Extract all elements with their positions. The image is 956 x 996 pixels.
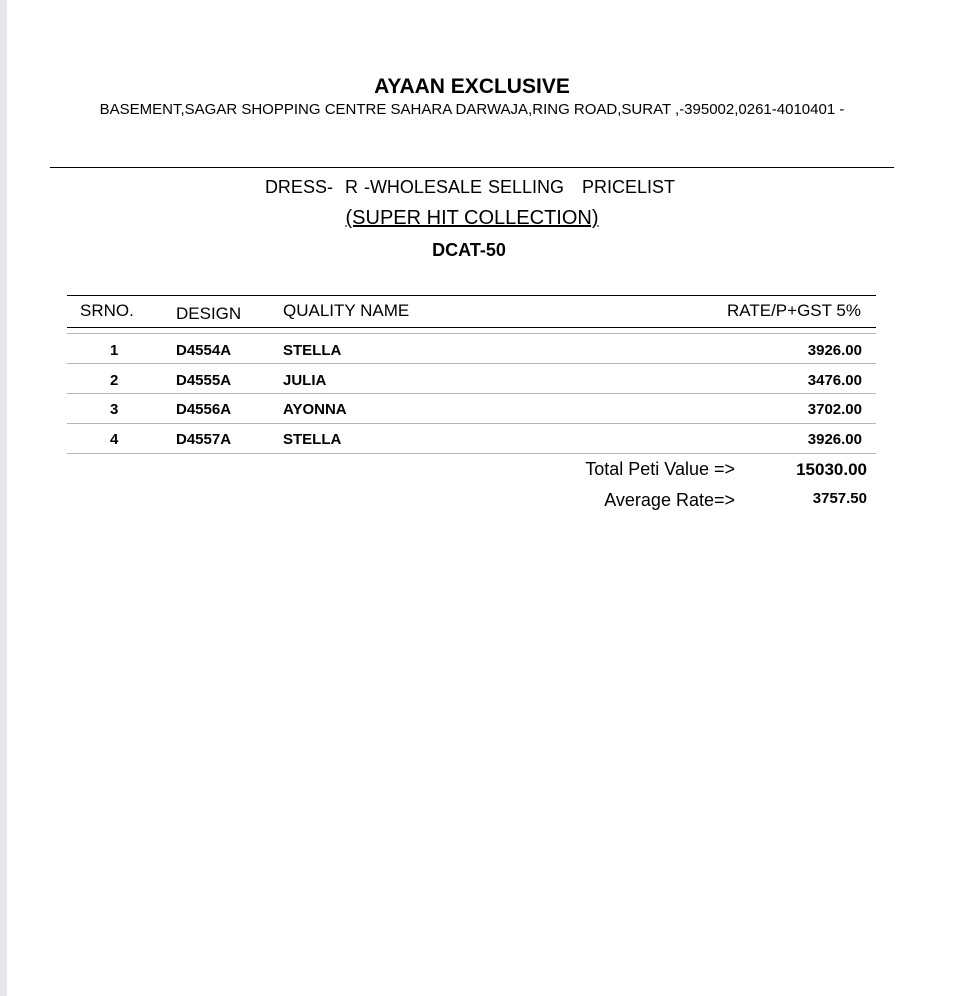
row-rate: 3926.00 <box>807 431 862 448</box>
average-rate-label: Average Rate=> <box>604 490 735 510</box>
row-divider <box>67 363 876 364</box>
row-design: D4554A <box>176 342 232 359</box>
average-rate-value: 3757.50 <box>812 490 867 507</box>
catalog-code: DCAT-50 <box>432 240 506 260</box>
row-quality: STELLA <box>283 431 342 448</box>
page-edge <box>0 0 7 996</box>
collection-title: (SUPER HIT COLLECTION) <box>345 207 599 229</box>
total-peti-label: Total Peti Value => <box>585 459 735 479</box>
header-divider <box>50 167 894 168</box>
header-bottom-rule-thin <box>67 333 876 334</box>
company-address: BASEMENT,SAGAR SHOPPING CENTRE SAHARA DARWAJA,RING ROAD,SURAT ,-395002,0261-4010401 - <box>99 101 845 118</box>
row-quality: STELLA <box>283 342 342 359</box>
row-srno: 4 <box>110 431 119 448</box>
row-quality: JULIA <box>283 372 327 389</box>
pricelist-title: DRESS- R -WHOLESALE SELLING PRICELIST <box>264 177 676 197</box>
row-design: D4556A <box>176 401 232 418</box>
header-bottom-rule <box>67 327 876 328</box>
row-design: D4557A <box>176 431 232 448</box>
row-srno: 3 <box>110 401 119 418</box>
row-srno: 2 <box>110 372 119 389</box>
column-header-quality: QUALITY NAME <box>283 301 410 320</box>
column-header-rate: RATE/P+GST 5% <box>727 301 861 320</box>
table-bottom-rule <box>67 453 876 454</box>
column-header-design: DESIGN <box>176 304 242 323</box>
column-header-srno: SRNO. <box>80 301 134 320</box>
table-top-rule <box>67 295 876 296</box>
total-peti-value: 15030.00 <box>796 460 867 479</box>
row-quality: AYONNA <box>283 401 347 418</box>
row-srno: 1 <box>110 342 119 359</box>
row-divider <box>67 393 876 394</box>
row-rate: 3476.00 <box>807 372 862 389</box>
company-name: AYAAN EXCLUSIVE <box>374 75 570 98</box>
row-design: D4555A <box>176 372 232 389</box>
row-divider <box>67 423 876 424</box>
row-rate: 3926.00 <box>807 342 862 359</box>
row-rate: 3702.00 <box>807 401 862 418</box>
